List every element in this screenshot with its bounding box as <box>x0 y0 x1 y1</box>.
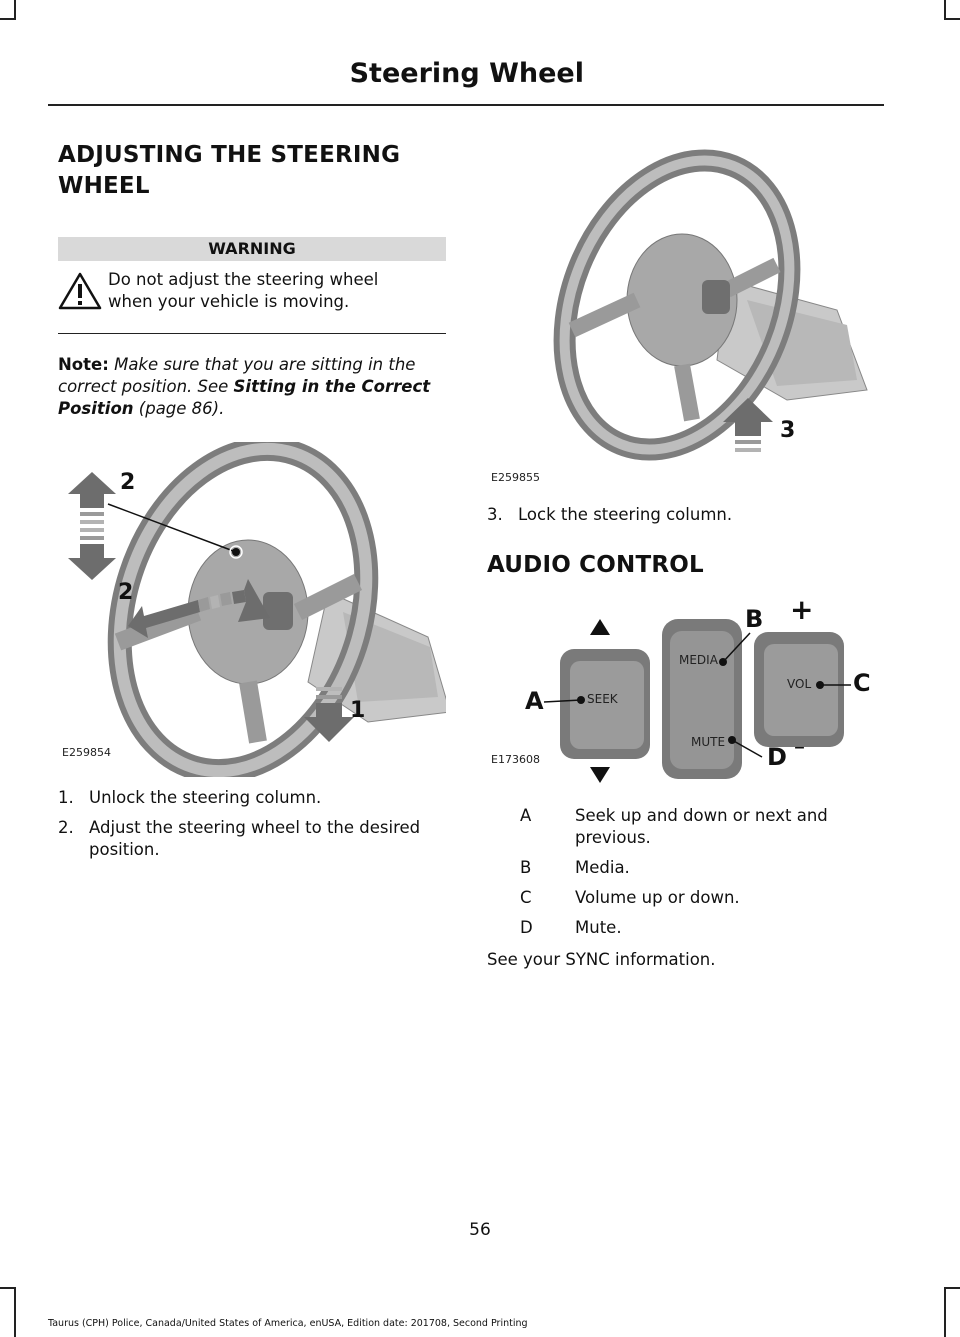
legend-key: D <box>520 918 533 937</box>
callout-c: C <box>853 669 871 697</box>
button-label-seek: SEEK <box>587 692 618 706</box>
warning-text <box>108 269 378 313</box>
legend-text: Mute. <box>575 918 622 937</box>
left-column <box>58 140 446 869</box>
steps-list <box>58 787 446 861</box>
warning-bar: WARNING <box>58 237 446 261</box>
note-text: Make sure that you are sitting in the correct position. See <box>58 355 416 396</box>
header-rule <box>48 104 884 106</box>
step-text: Lock the steering column. <box>518 505 733 524</box>
note-paragraph <box>58 354 446 420</box>
steering-wheel-illustration <box>58 442 446 777</box>
legend-text: Volume up or down. <box>575 888 740 907</box>
legend-row <box>520 917 885 939</box>
section-heading-audio: AUDIO CONTROL <box>487 552 704 578</box>
callout-d: D <box>767 743 787 771</box>
crop-mark <box>14 1287 16 1337</box>
step-item <box>58 787 446 809</box>
callout-3: 3 <box>780 418 796 443</box>
button-label-vol: VOL <box>787 677 812 691</box>
legend-row <box>520 887 885 909</box>
note-link[interactable]: Sitting in the Correct Position <box>58 377 431 418</box>
seek-down-arrow-icon <box>590 767 610 783</box>
step-number: 2. <box>58 818 74 837</box>
footer-text: Taurus (CPH) Police, Canada/United States of America, enUSA, Edition date: 201708, Second Printing <box>48 1318 528 1329</box>
callout-b: B <box>745 605 764 633</box>
step-item <box>487 504 885 526</box>
page-number: 56 <box>469 1220 491 1240</box>
seek-up-arrow-icon <box>590 619 610 635</box>
legend-row <box>520 805 885 849</box>
heading-line-2: WHEEL <box>58 173 150 199</box>
legend-row <box>520 857 885 879</box>
right-column <box>487 140 885 971</box>
callout-2b: 2 <box>118 580 134 605</box>
callout-1: 1 <box>350 698 366 723</box>
volume-minus-icon: – <box>794 735 805 760</box>
crop-mark <box>944 1287 946 1337</box>
button-label-media: MEDIA <box>679 653 718 667</box>
legend-key: A <box>520 806 532 825</box>
figure-steering-adjust <box>58 442 446 777</box>
figure-code: E259855 <box>491 471 540 484</box>
steps-list-right <box>487 504 885 526</box>
audio-control-illustration <box>487 597 885 787</box>
figure-audio-control <box>487 593 885 787</box>
note-label: Note: <box>58 355 109 374</box>
callout-2a: 2 <box>120 470 136 495</box>
step-number: 1. <box>58 788 74 807</box>
figure-code: E259854 <box>62 746 111 759</box>
warning-triangle-icon <box>58 271 102 311</box>
step-item <box>58 817 446 861</box>
note-page: (page 86). <box>138 399 225 418</box>
warning-text-line-1: Do not adjust the steering wheel <box>108 270 379 289</box>
button-label-mute: MUTE <box>691 735 726 749</box>
figure-steering-lock <box>487 140 885 490</box>
see-sync-text: See your SYNC information. <box>487 950 716 969</box>
legend-key: C <box>520 888 532 907</box>
crop-mark <box>944 0 946 20</box>
legend-text: Seek up and down or next and previous. <box>575 806 828 847</box>
figure-code: E173608 <box>491 753 540 766</box>
legend-text: Media. <box>575 858 630 877</box>
crop-mark <box>944 18 960 20</box>
steering-wheel-lock-illustration <box>487 140 885 490</box>
crop-mark <box>944 1287 960 1289</box>
heading-line-1: ADJUSTING THE STEERING <box>58 142 401 168</box>
step-text: Adjust the steering wheel to the desired position. <box>89 818 421 859</box>
legend-key: B <box>520 858 532 877</box>
volume-plus-icon: + <box>790 593 814 626</box>
crop-mark <box>14 0 16 20</box>
step-text: Unlock the steering column. <box>89 788 322 807</box>
legend-table <box>520 805 885 939</box>
crop-mark <box>0 18 16 20</box>
warning-body <box>58 261 446 334</box>
crop-mark <box>0 1287 16 1289</box>
page-title: Steering Wheel <box>349 58 584 89</box>
updown-arrow-icon <box>68 472 116 580</box>
section-heading-adjusting <box>58 140 446 202</box>
warning-text-line-2: when your vehicle is moving. <box>108 292 350 311</box>
step-number: 3. <box>487 505 503 524</box>
callout-a: A <box>525 687 544 715</box>
